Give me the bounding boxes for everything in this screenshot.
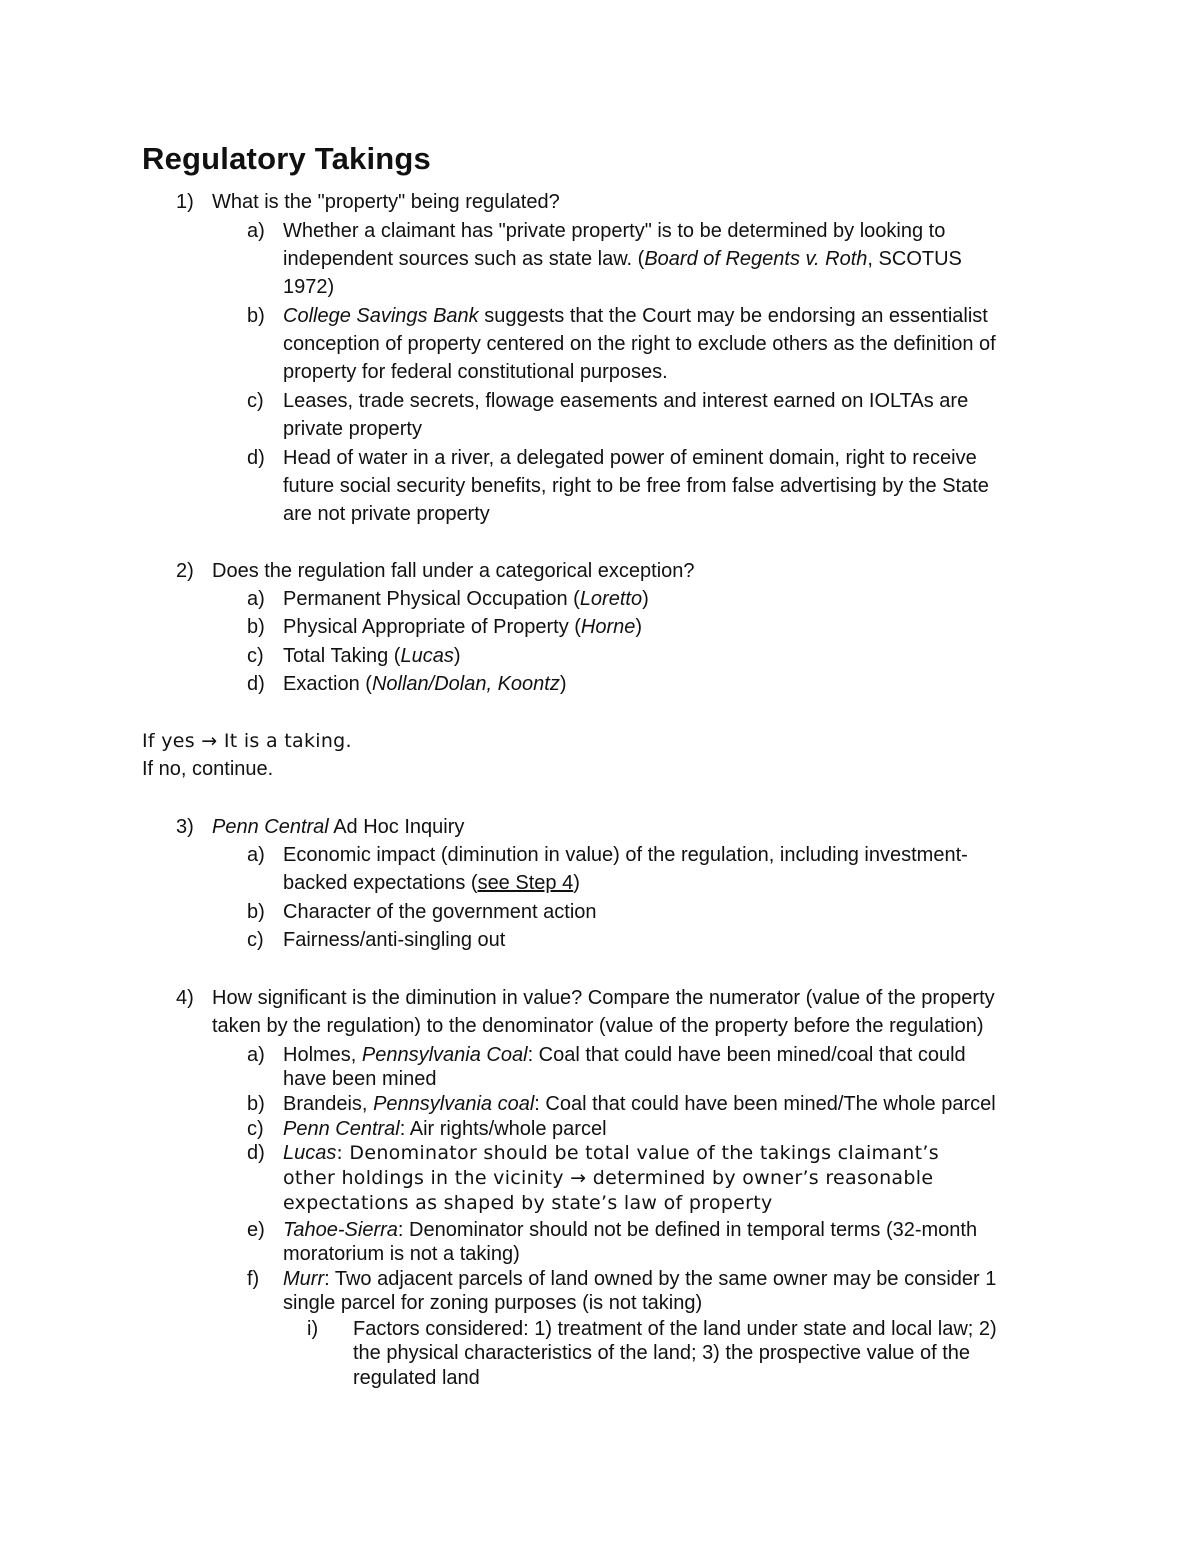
case-name-pennsylvania-coal-brandeis: Pennsylvania coal: [373, 1093, 535, 1115]
section-4a-line-1: [283, 1043, 966, 1067]
section-4a-post: : Coal that could have been mined/coal that could: [527, 1044, 966, 1066]
section-3c-text: Fairness/anti-singling out: [283, 929, 506, 951]
section-3c-label: c): [247, 929, 264, 951]
section-1a-line-2-pre: independent sources such as state law. (: [283, 248, 645, 270]
section-2d-label: d): [247, 673, 265, 695]
if-no-note: If no, continue.: [142, 758, 274, 780]
section-4f-post: : Two adjacent parcels of land owned by the same owner may be consider 1: [324, 1268, 997, 1290]
section-4d-line-3: expectations as shaped by state’s law of property: [283, 1192, 773, 1214]
section-1d-line-2: future social security benefits, right to be free from false advertising by the State: [283, 475, 989, 497]
if-yes-note: If yes → It is a taking.: [142, 730, 352, 752]
section-2c-pre: Total Taking (: [283, 645, 401, 667]
section-3b-text: Character of the government action: [283, 901, 597, 923]
section-1a-line-1: Whether a claimant has "private property" is to be determined by looking to: [283, 220, 946, 242]
section-2c-post: ): [453, 645, 461, 667]
case-name-pennsylvania-coal-holmes: Pennsylvania Coal: [361, 1044, 528, 1066]
section-1b-line-1-post: suggests that the Court may be endorsing an essentialist: [478, 305, 988, 327]
section-4c-line-1: [283, 1117, 607, 1141]
section-4e-line-2: moratorium is not a taking): [283, 1243, 520, 1265]
section-1d-line-3: are not private property: [283, 503, 490, 525]
case-name-penn-central-4c: Penn Central: [283, 1118, 400, 1140]
section-4-number: 4): [176, 987, 194, 1009]
section-4-line-2: taken by the regulation) to the denominator (value of the property before the regulation): [212, 1015, 984, 1037]
section-4e-post: : Denominator should not be defined in temporal terms (32-month: [397, 1219, 978, 1241]
section-4f-i-line-3: regulated land: [353, 1367, 480, 1389]
section-1-number: 1): [176, 191, 194, 213]
section-4a-pre: Holmes,: [283, 1044, 362, 1066]
section-4f-i-line-1: Factors considered: 1) treatment of the land under state and local law; 2): [353, 1318, 997, 1340]
case-name-loretto: Loretto: [579, 588, 643, 610]
case-name-nollan-dolan-koontz: Nollan/Dolan, Koontz: [371, 673, 560, 695]
section-4e-label: e): [247, 1219, 265, 1241]
section-2a-text: [283, 587, 649, 611]
section-4b-label: b): [247, 1093, 265, 1115]
section-4d-post: : Denominator should be total value of the takings claimant’s: [336, 1142, 939, 1164]
section-3a-line-1: Economic impact (diminution in value) of the regulation, including investment-: [283, 844, 968, 866]
section-1b-line-3: property for federal constitutional purposes.: [283, 361, 668, 383]
section-1a-label: a): [247, 220, 265, 242]
section-2-number: 2): [176, 560, 194, 582]
case-name-lucas-4d: Lucas: [283, 1142, 337, 1164]
section-2c-label: c): [247, 645, 264, 667]
case-name-lucas: Lucas: [400, 645, 454, 667]
section-4c-label: c): [247, 1118, 264, 1140]
section-1d-line-1: Head of water in a river, a delegated power of eminent domain, right to receive: [283, 447, 977, 469]
section-4b-pre: Brandeis,: [283, 1093, 374, 1115]
section-2b-pre: Physical Appropriate of Property (: [283, 616, 581, 638]
section-3a-label: a): [247, 844, 265, 866]
section-2b-post: ): [635, 616, 643, 638]
see-step-4-link[interactable]: see Step 4: [477, 872, 574, 894]
section-4d-line-1: [283, 1141, 939, 1165]
section-2d-pre: Exaction (: [283, 673, 372, 695]
section-3-question: [212, 815, 464, 839]
section-1c-line-2: private property: [283, 418, 422, 440]
section-4b-post: : Coal that could have been mined/The whole parcel: [534, 1093, 996, 1115]
case-name-penn-central: Penn Central: [212, 816, 329, 838]
section-1b-line-2: conception of property centered on the right to exclude others as the definition of: [283, 333, 996, 355]
section-1a-line-3: 1972): [283, 276, 335, 298]
section-4c-post: : Air rights/whole parcel: [399, 1118, 607, 1140]
case-name-college-savings: College Savings Bank: [283, 305, 479, 327]
section-4a-line-2: have been mined: [283, 1068, 437, 1090]
case-name-tahoe-sierra: Tahoe-Sierra: [283, 1219, 398, 1241]
section-2d-text: [283, 672, 567, 696]
section-2a-post: ): [642, 588, 649, 610]
section-4-line-1: How significant is the diminution in value? Compare the numerator (value of the property: [212, 987, 995, 1009]
section-1a-line-2-post: , SCOTUS: [867, 248, 962, 270]
section-1b-label: b): [247, 305, 265, 327]
section-4f-i-line-2: the physical characteristics of the land; 3) the prospective value of the: [353, 1342, 971, 1364]
section-3a-line-2-post: ): [573, 872, 580, 894]
section-2a-pre: Permanent Physical Occupation (: [283, 588, 580, 610]
section-2c-text: [283, 644, 461, 668]
section-4f-label: f): [247, 1268, 260, 1290]
section-1b-line-1: [283, 304, 988, 328]
section-1a-line-2: [283, 247, 962, 271]
case-name-roth: Board of Regents v. Roth: [644, 248, 868, 270]
section-1c-line-1: Leases, trade secrets, flowage easements and interest earned on IOLTAs are: [283, 390, 969, 412]
section-2a-label: a): [247, 588, 265, 610]
section-4d-label: d): [247, 1142, 265, 1164]
section-4a-label: a): [247, 1044, 265, 1066]
section-1-question: What is the "property" being regulated?: [212, 191, 560, 213]
section-4e-line-1: [283, 1218, 977, 1242]
section-4f-line-2: single parcel for zoning purposes (is not taking): [283, 1292, 703, 1314]
section-2b-text: [283, 615, 642, 639]
section-1d-label: d): [247, 447, 265, 469]
case-name-murr: Murr: [283, 1268, 325, 1290]
section-4f-line-1: [283, 1267, 996, 1291]
section-3-number: 3): [176, 816, 194, 838]
section-4f-i-label: i): [307, 1318, 319, 1340]
section-3-question-post: Ad Hoc Inquiry: [328, 816, 465, 838]
section-3b-label: b): [247, 901, 265, 923]
section-3a-line-2-pre: backed expectations (: [283, 872, 478, 894]
section-1c-label: c): [247, 390, 264, 412]
section-2-question: Does the regulation fall under a categorical exception?: [212, 560, 695, 582]
section-2d-post: ): [559, 673, 567, 695]
case-name-horne: Horne: [580, 616, 636, 638]
section-4b-line-1: [283, 1092, 996, 1116]
page-title: Regulatory Takings: [142, 141, 431, 176]
section-2b-label: b): [247, 616, 265, 638]
section-4d-line-2: other holdings in the vicinity → determined by owner’s reasonable: [283, 1167, 934, 1189]
section-3a-line-2: [283, 871, 580, 895]
